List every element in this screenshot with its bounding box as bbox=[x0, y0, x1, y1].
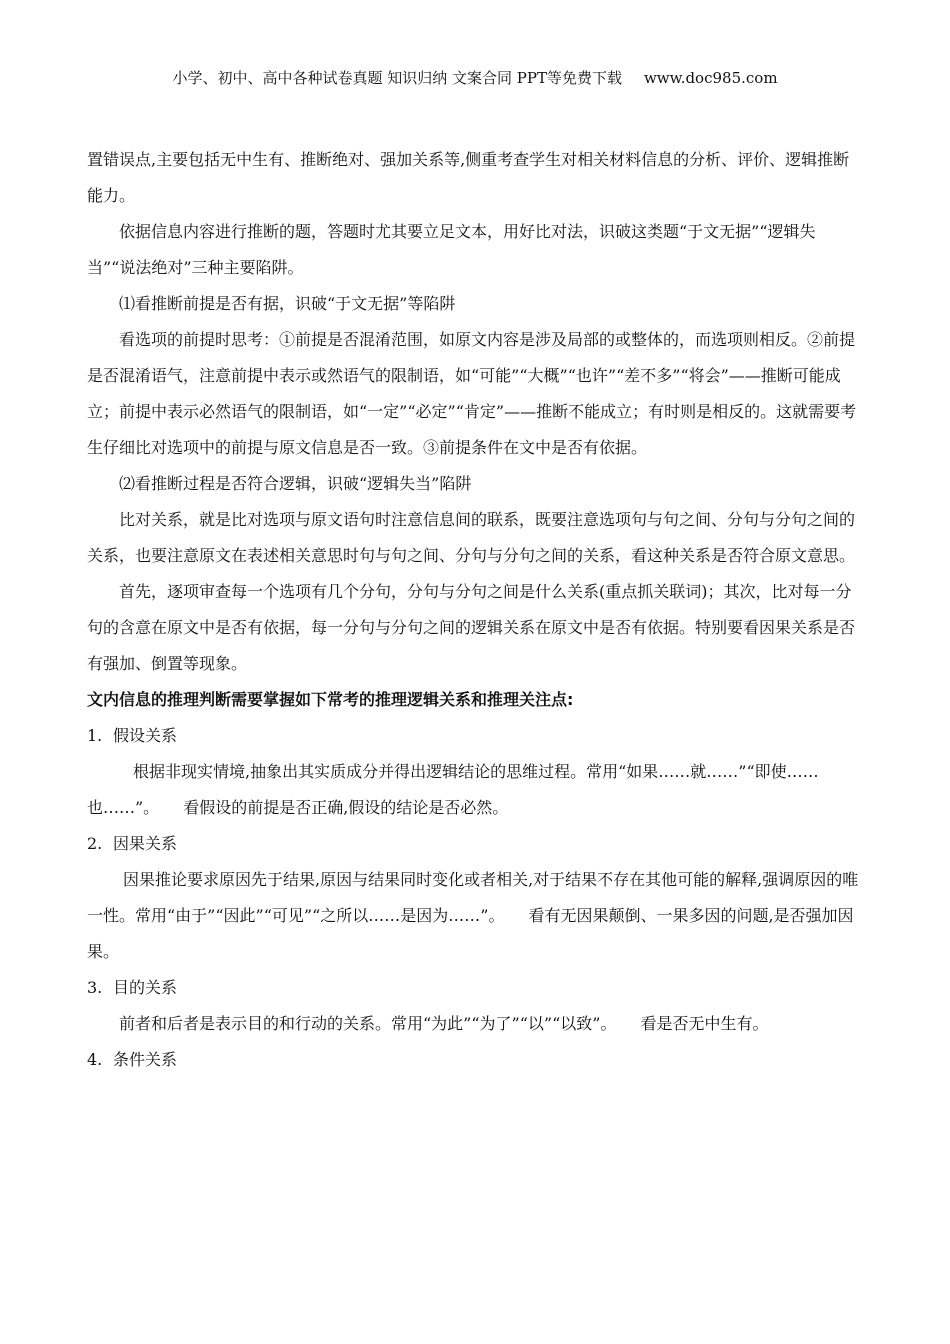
section-2-text bbox=[87, 862, 863, 970]
section-3-body: 前者和后者是表示目的和行动的关系。常用“为此”“为了”“以”“以致”。 bbox=[119, 1014, 617, 1033]
paragraph-premise: 看选项的前提时思考：①前提是否混淆范围，如原文内容是涉及局部的或整体的，而选项则相反。②前提是否混淆语气，注意前提中表示或然语气的限制语，如“可能”“大概”“也许”“差不多”“将会”——推断可能成立；前提中表示必然语气的限制语，如“一定”“必定”“肯定”——推断不能成立；有时则是相反的。这就需要考生仔细比对选项中的前提与原文信息是否一致。③前提条件在文中是否有依据。 bbox=[87, 330, 857, 457]
section-2-number: 2. bbox=[87, 834, 103, 853]
section-4-heading bbox=[87, 1042, 863, 1078]
section-3-number: 3. bbox=[87, 978, 103, 997]
section-3-text bbox=[87, 1006, 863, 1042]
section-3-title: 目的关系 bbox=[113, 978, 178, 997]
section-3-note: 看是否无中生有。 bbox=[640, 1014, 769, 1033]
paragraph-compare: 比对关系，就是比对选项与原文语句时注意信息间的联系，既要注意选项句与句之间、分句与分句之间的关系，也要注意原文在表述相关意思时句与句之间、分句与分句之间的关系，看这种关系是否符合原文意思。 bbox=[87, 510, 856, 565]
section-2-heading bbox=[87, 826, 863, 862]
document-body bbox=[87, 142, 863, 1078]
section-1-heading bbox=[87, 718, 863, 754]
header-site: www.doc985.com bbox=[643, 69, 778, 87]
subheading-process: ⑵看推断过程是否符合逻辑，识破“逻辑失当”陷阱 bbox=[119, 474, 472, 493]
page-header bbox=[0, 66, 950, 90]
subheading-premise: ⑴看推断前提是否有据，识破“于文无据”等陷阱 bbox=[119, 294, 456, 313]
section-3-heading bbox=[87, 970, 863, 1006]
header-text: 小学、初中、高中各种试卷真题 知识归纳 文案合同 PPT等免费下载 bbox=[172, 69, 622, 87]
section-4-title: 条件关系 bbox=[113, 1050, 178, 1069]
section-1-title: 假设关系 bbox=[113, 726, 178, 745]
section-1-number: 1. bbox=[87, 726, 103, 745]
section-1-note: 看假设的前提是否正确,假设的结论是否必然。 bbox=[183, 798, 509, 817]
paragraph-first: 首先，逐项审查每一个选项有几个分句，分句与分句之间是什么关系(重点抓关联词)；其次，比对每一分句的含意在原文中是否有依据，每一分句与分句之间的逻辑关系在原文中是否有依据。特别要看因果关系是否有强加、倒置等现象。 bbox=[87, 582, 856, 673]
section-4-number: 4. bbox=[87, 1050, 103, 1069]
paragraph-1: 置错误点,主要包括无中生有、推断绝对、强加关系等,侧重考查学生对相关材料信息的分析、评价、逻辑推断能力。 bbox=[87, 150, 850, 205]
bold-heading: 文内信息的推理判断需要掌握如下常考的推理逻辑关系和推理关注点: bbox=[87, 690, 574, 709]
section-2-note: 看有无因果颠倒、一果多因的问题,是否强加因果。 bbox=[87, 906, 854, 961]
paragraph-2: 依据信息内容进行推断的题，答题时尤其要立足文本，用好比对法，识破这类题“于文无据”“逻辑失当”“说法绝对”三种主要陷阱。 bbox=[87, 222, 816, 277]
section-2-body: 因果推论要求原因先于结果,原因与结果同时变化或者相关,对于结果不存在其他可能的解释,强调原因的唯一性。常用“由于”“因此”“可见”“之所以……是因为……”。 bbox=[87, 870, 859, 925]
section-2-title: 因果关系 bbox=[113, 834, 178, 853]
section-1-text bbox=[87, 754, 863, 826]
section-1-body: 根据非现实情境,抽象出其实质成分并得出逻辑结论的思维过程。常用“如果……就……”“即使……也……”。 bbox=[87, 762, 819, 817]
